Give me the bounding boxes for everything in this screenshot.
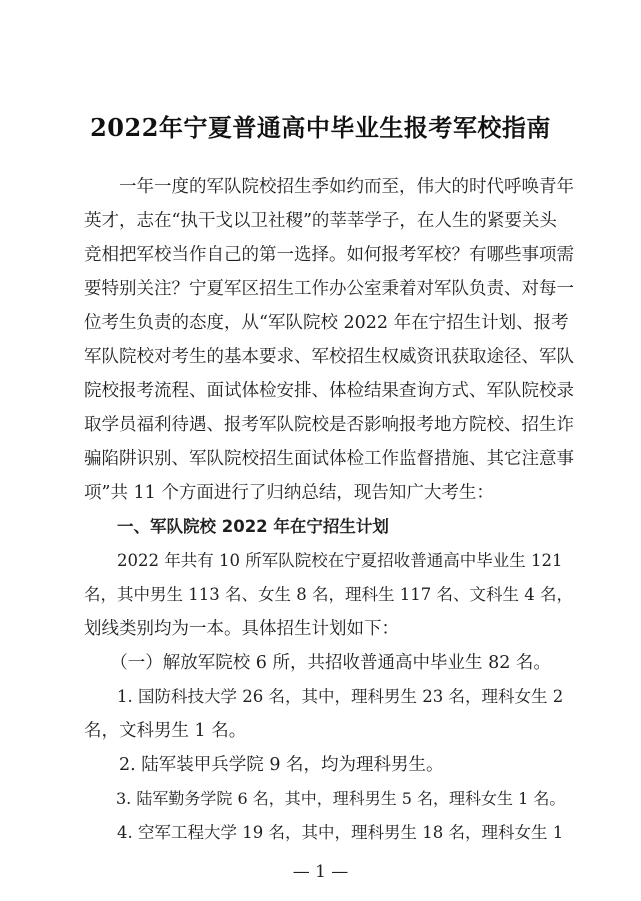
body-line: 骗陷阱识别、军队院校招生面试体检工作监督措施、其它注意事 xyxy=(84,449,574,469)
body-line: 名，文科男生 1 名。 xyxy=(84,721,247,741)
body-line: 2. 陆军装甲兵学院 9 名，均为理科男生。 xyxy=(84,755,444,775)
section-heading: 一、军队院校 2022 年在宁招生计划 xyxy=(84,517,389,536)
body-line: 位考生负责的态度，从“军队院校 2022 年在宁招生计划、报考 xyxy=(84,313,569,333)
body-line: 要特别关注？宁夏军区招生工作办公室秉着对军队负责、对每一 xyxy=(84,279,574,299)
body-line: 1. 国防科技大学 26 名，其中，理科男生 23 名，理科女生 2 xyxy=(84,687,564,706)
body-line: 取学员福利待遇、报考军队院校是否影响报考地方院校、招生诈 xyxy=(84,415,574,435)
body-line: 名，其中男生 113 名、女生 8 名，理科生 117 名、文科生 4 名， xyxy=(84,585,573,604)
body-line: （一）解放军院校 6 所，共招收普通高中毕业生 82 名。 xyxy=(84,653,551,673)
body-line: 英才，志在“执干戈以卫社稷”的莘莘学子，在人生的紧要关头 xyxy=(84,211,557,231)
body-line: 项”共 11 个方面进行了归纳总结，现告知广大考生： xyxy=(84,483,494,503)
body-line: 一年一度的军队院校招生季如约而至，伟大的时代呼唤青年 xyxy=(84,177,574,197)
body-line: 竞相把军校当作自己的第一选择。如何报考军校？有哪些事项需 xyxy=(84,245,574,265)
body-line: 军队院校对考生的基本要求、军校招生权威资讯获取途径、军队 xyxy=(84,347,574,367)
body-line: 4. 空军工程大学 19 名，其中，理科男生 18 名，理科女生 1 xyxy=(84,823,564,842)
page-number: — 1 — xyxy=(292,862,349,882)
document-title: 2022年宁夏普通高中毕业生报考军校指南 xyxy=(90,113,551,142)
body-line: 划线类别均为一本。具体招生计划如下： xyxy=(84,619,399,639)
body-line: 3. 陆军勤务学院 6 名，其中，理科男生 5 名，理科女生 1 名。 xyxy=(84,789,566,808)
body-line: 2022 年共有 10 所军队院校在宁夏招收普通高中毕业生 121 xyxy=(84,551,563,570)
body-line: 院校报考流程、面试体检安排、体检结果查询方式、军队院校录 xyxy=(84,381,574,401)
